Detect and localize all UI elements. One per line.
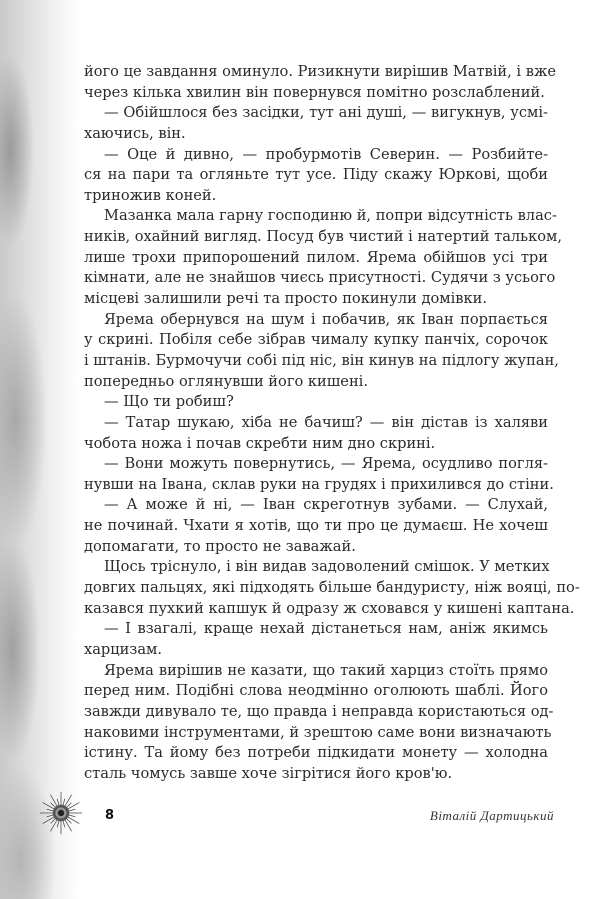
text-line: його це завдання оминуло. Ризикнути вирішив Матвій, і вже: [84, 63, 557, 80]
text-line: істину. Та йому без потреби підкидати монету — холодна: [84, 744, 548, 762]
text-line: триножив коней.: [84, 186, 217, 204]
paragraph: [84, 413, 548, 454]
paragraph: [84, 454, 554, 495]
page-number: 8: [105, 808, 115, 823]
paragraph: [84, 145, 548, 207]
text-line: — Оце й дивно, — пробурмотів Северин. — Розбийте-: [104, 145, 548, 163]
paragraph: [84, 62, 557, 103]
text-line: Щось тріснуло, і він видав задоволений смішок. У метких: [104, 558, 550, 576]
text-line: — Що ти робиш?: [104, 393, 234, 411]
frosted-page-edge: [0, 0, 80, 899]
text-line: харцизам.: [84, 640, 163, 658]
text-line: лише трохи припорошений пилом. Ярема обійшов усі три: [84, 248, 548, 266]
text-line: допомагати, то просто не заважай.: [84, 537, 356, 555]
text-line: хаючись, він.: [84, 124, 186, 142]
text-line: ників, охайний вигляд. Посуд був чистий і натертий тальком,: [84, 228, 563, 246]
text-line: — А може й ні, — Іван скреготнув зубами. — Слухай,: [104, 496, 548, 514]
text-line: Мазанка мала гарну господиню й, попри відсутність влас-: [104, 207, 557, 225]
paragraph: [84, 619, 548, 660]
text-line: ся на пари та огляньте тут усе. Піду скажу Юркові, щоби: [84, 166, 548, 184]
text-line: чобота ножа і почав скребти ним дно скрині.: [84, 434, 436, 452]
sunburst-ornament-icon: [38, 790, 84, 836]
text-line: Ярема обернувся на шум і побачив, як Іван порпається: [104, 310, 548, 328]
text-line: не починай. Чхати я хотів, що ти про це думаєш. Не хочеш: [84, 517, 548, 535]
text-line: у скрині. Побіля себе зібрав чималу купку панчіх, сорочок: [84, 331, 548, 349]
text-line: — Татар шукаю, хіба не бачиш? — він дістав із халяви: [104, 413, 548, 431]
author-name: Віталій Дартицький: [429, 808, 554, 823]
paragraph: [84, 206, 563, 309]
text-line: — І взагалі, краще нехай дістанеться нам, аніж якимсь: [104, 620, 548, 638]
text-line: казався пухкий капшук й одразу ж сховався у кишені каптана.: [84, 599, 575, 617]
paragraph: [84, 661, 554, 785]
paragraph: [84, 495, 548, 557]
text-line: кімнати, але не знайшов чиєсь присутності. Судячи з усього: [84, 269, 556, 287]
paragraph: [84, 103, 548, 144]
text-line: довгих пальцях, які підходять більше бандуристу, ніж вояці, по-: [84, 579, 580, 597]
text-line: і штанів. Бурмочучи собі під ніс, він кинув на підлогу жупан,: [84, 351, 559, 369]
text-line: місцеві залишили речі та просто покинули домівки.: [84, 290, 488, 308]
text-line: попередньо оглянувши його кишені.: [84, 372, 368, 390]
body-text: [84, 62, 580, 784]
text-line: наковими інструментами, й зрештою саме вони визначають: [84, 723, 552, 741]
text-line: через кілька хвилин він повернувся помітно розслаблений.: [84, 83, 545, 101]
paragraph: [84, 392, 548, 413]
text-line: — Обійшлося без засідки, тут ані душі, — вигукнув, усмі-: [104, 104, 548, 122]
text-line: — Вони можуть повернутись, — Ярема, осудливо погля-: [104, 455, 548, 473]
paragraph: [84, 557, 580, 619]
text-line: сталь чомусь завше хоче зігрітися його кров'ю.: [84, 764, 453, 782]
paragraph: [84, 310, 559, 393]
text-line: нувши на Івана, склав руки на грудях і прихилився до стіни.: [84, 475, 554, 493]
text-line: завжди дивувало те, що правда і неправда користаються од-: [84, 702, 554, 720]
text-line: перед ним. Подібні слова неодмінно оголюють шаблі. Його: [84, 682, 548, 700]
text-line: Ярема вирішив не казати, що такий харциз стоїть прямо: [104, 661, 548, 679]
